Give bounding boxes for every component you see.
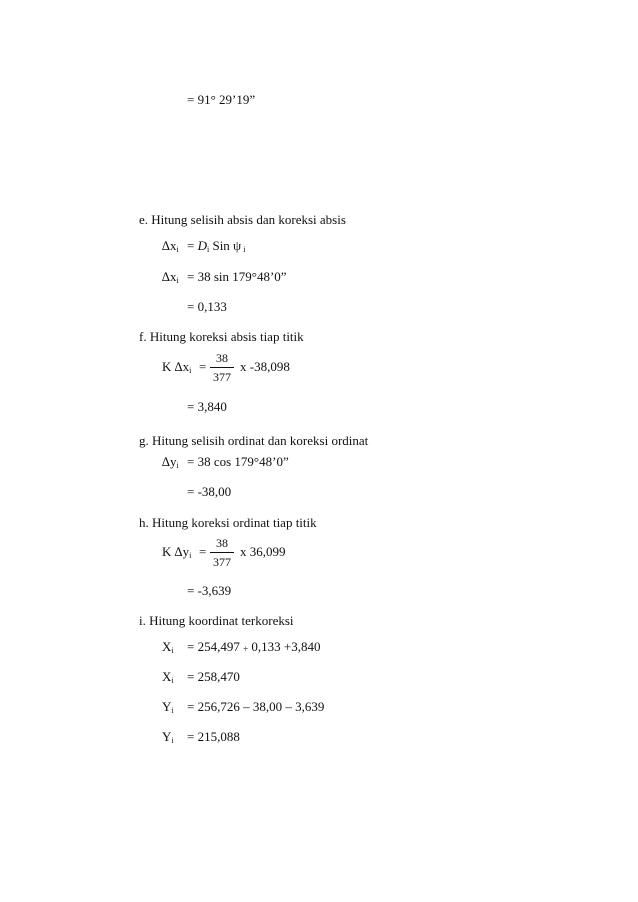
- fraction-h-bar: [210, 552, 234, 553]
- k-delta-y-result: = -3,639: [187, 583, 232, 598]
- y-corrected-formula: = 256,726 – 38,00 – 3,639: [187, 699, 325, 714]
- x-label-1: $X_i$: [162, 639, 174, 655]
- delta-x-result: = 0,133: [187, 299, 227, 314]
- y-corrected-result: = 215,088: [187, 729, 240, 744]
- heading-g: g. Hitung selisih ordinat dan koreksi ordinat: [139, 433, 369, 448]
- angle-result: = 91° 29’19”: [187, 92, 256, 107]
- heading-e: e. Hitung selisih absis dan koreksi absis: [139, 212, 346, 227]
- heading-i: i. Hitung koordinat terkoreksi: [139, 613, 294, 628]
- k-delta-y-multiplier: x 36,099: [240, 544, 286, 559]
- y-label-1: $Y_i$: [162, 699, 174, 715]
- y-label-2: $Y_i$: [162, 729, 174, 745]
- delta-y-result: = -38,00: [187, 484, 232, 499]
- x-corrected-result: = 258,470: [187, 669, 240, 684]
- fraction-f-denominator: 377: [213, 370, 231, 384]
- fraction-h-numerator: 38: [216, 536, 228, 550]
- k-delta-y-equals: =: [199, 544, 207, 559]
- fraction-h-denominator: 377: [213, 555, 231, 569]
- x-corrected-formula: = 254,497 + 0,133 +3,840: [187, 639, 321, 654]
- x-label-2: $X_i$: [162, 669, 174, 685]
- fraction-f: [210, 352, 234, 383]
- delta-x-substitution: = 38 sin 179°48’0”: [187, 269, 287, 284]
- delta-x-label-1: $\Delta x_i$: [162, 238, 179, 254]
- heading-h: h. Hitung koreksi ordinat tiap titik: [139, 515, 317, 530]
- k-delta-x-result: = 3,840: [187, 399, 227, 414]
- heading-f: f. Hitung koreksi absis tiap titik: [139, 329, 304, 344]
- delta-y-substitution: = 38 cos 179°48’0”: [187, 454, 289, 469]
- delta-y-label: $\Delta y_i$: [162, 454, 179, 470]
- k-delta-x-multiplier: x -38,098: [240, 359, 290, 374]
- fraction-h: [210, 537, 234, 568]
- fraction-f-numerator: 38: [216, 351, 228, 365]
- k-delta-y-label: K $\Delta y_i$: [162, 544, 192, 560]
- delta-x-formula: = $D_i$ Sin ψ $_i$: [187, 238, 246, 254]
- fraction-f-bar: [210, 367, 234, 368]
- k-delta-x-label: K $\Delta x_i$: [162, 359, 192, 375]
- k-delta-x-equals: =: [199, 359, 207, 374]
- delta-x-label-2: $\Delta x_i$: [162, 269, 179, 285]
